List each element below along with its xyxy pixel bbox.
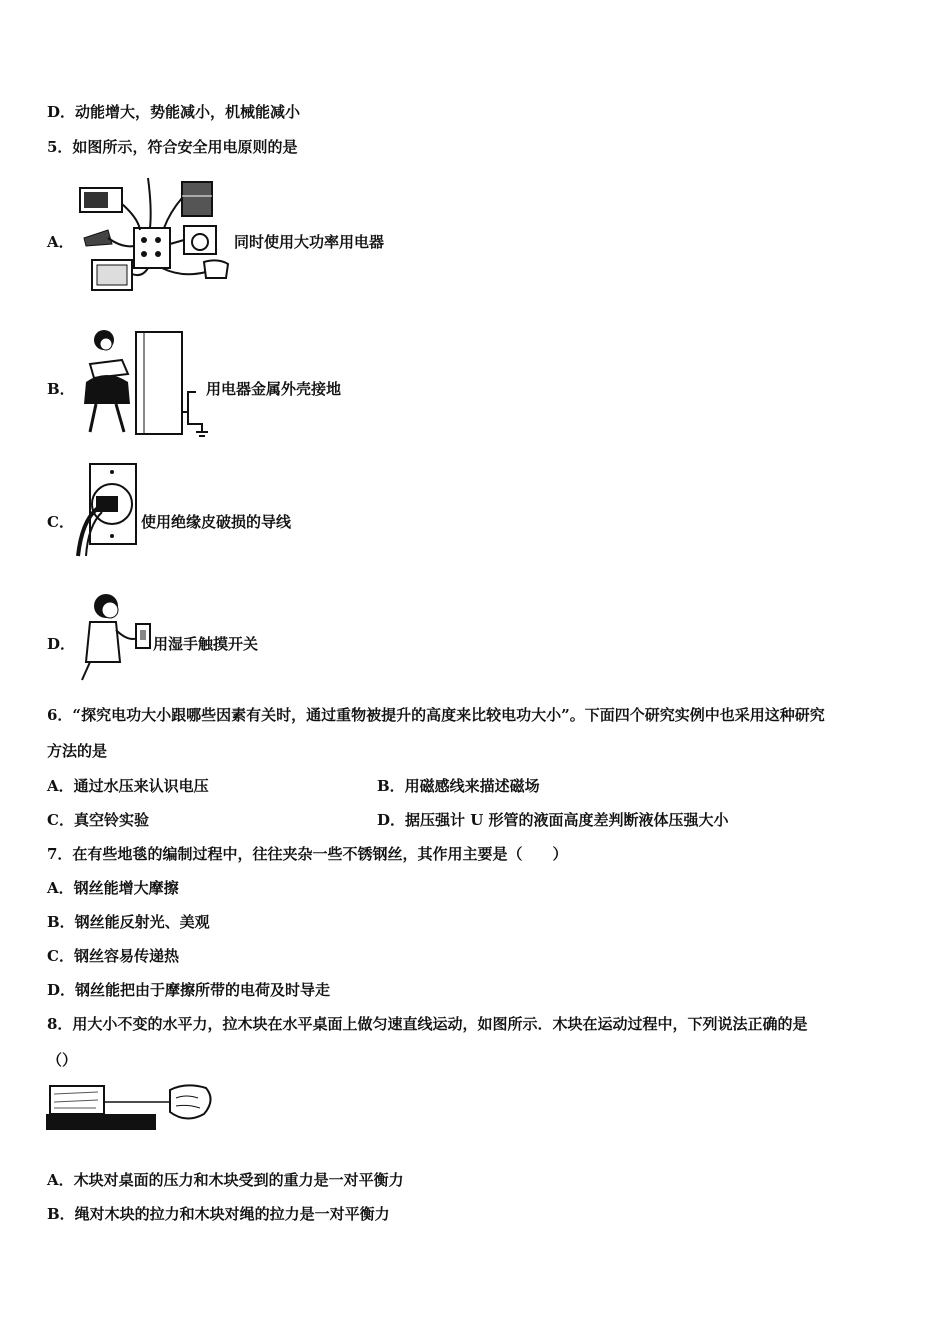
q6-option-d: D．据压强计 U 形管的液面高度差判断液体压强大小 — [377, 811, 729, 829]
q5-option-d-label: D． — [47, 635, 76, 653]
wet-hand-switch-illustration — [72, 592, 156, 682]
q7-option-a: A．钢丝能增大摩擦 — [47, 879, 179, 897]
q5-option-b-caption: 用电器金属外壳接地 — [206, 380, 342, 398]
q7-option-c: C．钢丝容易传递热 — [47, 947, 179, 965]
q6-option-a: A．通过水压来认识电压 — [47, 777, 209, 795]
q8-option-b: B．绳对木块的拉力和木块对绳的拉力是一对平衡力 — [47, 1205, 390, 1223]
q6-option-b: B．用磁感线来描述磁场 — [377, 777, 540, 795]
q8-stem-line2: （） — [47, 1051, 78, 1069]
q5-option-a-label: A． — [47, 233, 74, 251]
q6-stem-line2: 方法的是 — [47, 742, 108, 760]
q6-option-c: C．真空铃实验 — [47, 811, 149, 829]
damaged-cord-outlet-illustration — [72, 460, 142, 560]
q5-option-c-caption: 使用绝缘皮破损的导线 — [141, 513, 292, 531]
q5-option-c-label: C． — [47, 513, 74, 531]
q7-option-d: D．钢丝能把由于摩擦所带的电荷及时导走 — [47, 981, 331, 999]
q5-option-b-label: B． — [47, 380, 75, 398]
q8-stem-line1: 8．用大小不变的水平力，拉木块在水平桌面上做匀速直线运动，如图所示．木块在运动过程中，下列说法正确的是 — [47, 1015, 808, 1033]
overloaded-outlet-illustration — [78, 168, 238, 298]
q7-stem: 7．在有些地毯的编制过程中，往往夹杂一些不锈钢丝，其作用主要是（ ） — [47, 845, 568, 863]
q5-option-d-caption: 用湿手触摸开关 — [153, 635, 259, 653]
grounded-appliance-illustration — [72, 328, 212, 440]
q6-stem-line1: 6．“探究电功大小跟哪些因素有关时，通过重物被提升的高度来比较电功大小”。下面四个研究实例中也采用这种研究 — [47, 706, 825, 724]
q7-option-b: B．钢丝能反射光、美观 — [47, 913, 210, 931]
q8-option-a: A．木块对桌面的压力和木块受到的重力是一对平衡力 — [47, 1171, 404, 1189]
q5-stem: 5．如图所示，符合安全用电原则的是 — [47, 138, 298, 156]
block-pulled-on-table-illustration — [46, 1080, 216, 1132]
q5-option-a-caption: 同时使用大功率用电器 — [234, 233, 385, 251]
q4-option-d: D．动能增大，势能减小，机械能减小 — [47, 103, 301, 121]
